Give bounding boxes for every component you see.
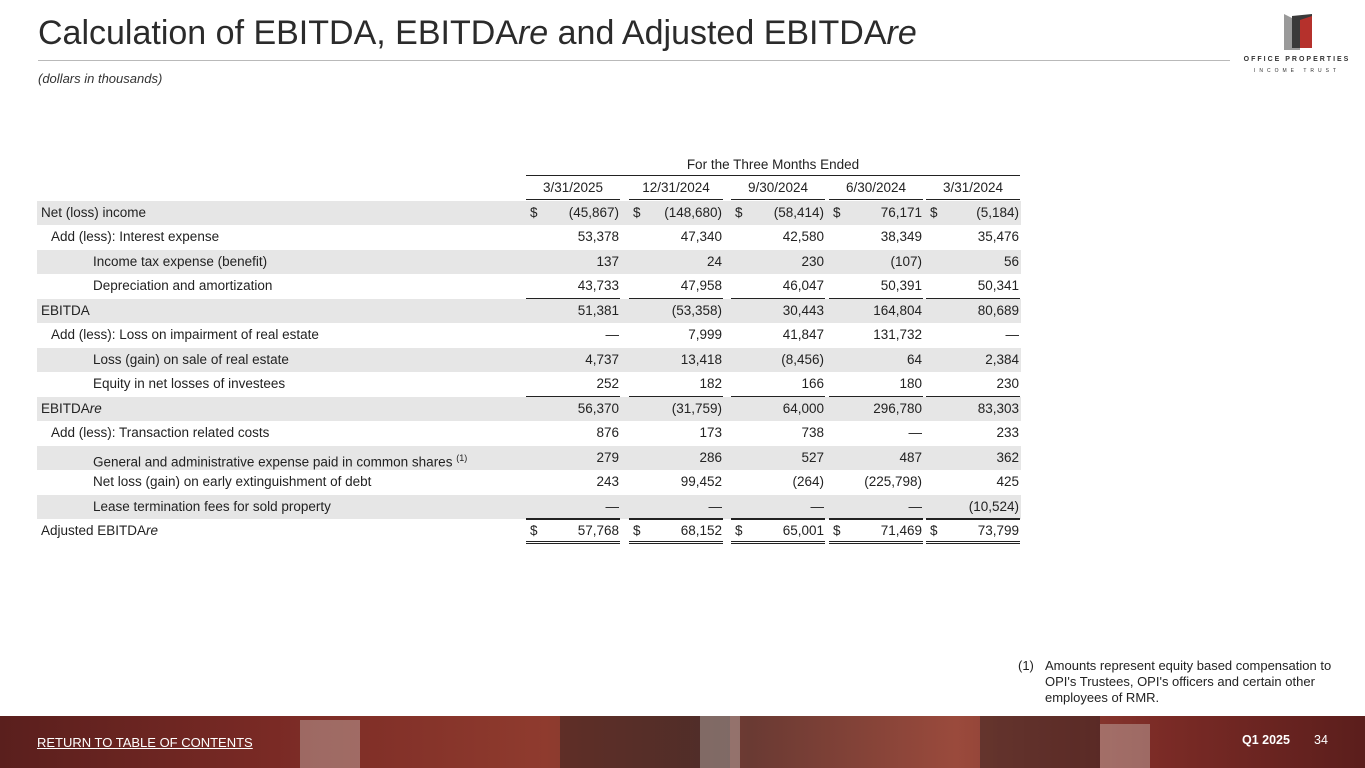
footnote-reference: (1) [456, 452, 468, 463]
table-row [37, 495, 1021, 520]
return-to-contents-link[interactable]: RETURN TO TABLE OF CONTENTS [37, 735, 253, 750]
currency-symbol: $ [833, 204, 841, 220]
period-header: For the Three Months Ended [686, 157, 860, 172]
banner-building-detail [700, 716, 740, 768]
row-label-text: Equity in net losses of investees [93, 376, 286, 391]
total-top-rule [526, 519, 620, 520]
table-cell: 243 [596, 474, 619, 489]
table-cell: (58,414) [773, 204, 824, 220]
row-label-text: Add (less): Loss on impairment of real estate [51, 327, 319, 342]
row-label [41, 299, 90, 324]
table-cell: 56 [1003, 253, 1019, 269]
total-double-underline [829, 541, 923, 544]
table-cell: (8,456) [781, 351, 824, 367]
table-cell: 38,349 [880, 229, 922, 244]
table-row [37, 225, 1021, 250]
table-cell: 50,341 [977, 278, 1019, 293]
table-row [37, 446, 1021, 471]
currency-symbol: $ [833, 523, 841, 538]
table-cell: 131,732 [873, 327, 922, 342]
row-label-text: Adjusted EBITDA [41, 523, 147, 538]
row-label-text: Add (less): Interest expense [51, 229, 220, 244]
table-cell: 57,768 [577, 523, 619, 538]
table-cell: (264) [792, 474, 824, 489]
table-cell: 56,370 [577, 400, 619, 416]
currency-symbol: $ [930, 523, 938, 538]
total-top-rule [629, 519, 723, 520]
table-cell: 47,958 [680, 278, 722, 293]
table-cell: 230 [801, 253, 824, 269]
table-cell: 230 [996, 376, 1019, 391]
currency-symbol: $ [735, 204, 743, 220]
table-row [37, 519, 1021, 544]
currency-symbol: $ [930, 204, 938, 220]
footnote-text: Amounts represent equity based compensation to OPI's Trustees, OPI's officers and certain other employees of RMR. [1045, 658, 1332, 705]
title-text: Calculation of EBITDA, EBITDA [38, 14, 518, 52]
row-label [93, 274, 272, 299]
logo-line-2: INCOME TRUST [1254, 68, 1340, 74]
row-label [41, 201, 146, 226]
units-note: (dollars in thousands) [38, 71, 163, 86]
title-italic-end: re [886, 14, 917, 52]
table-cell: — [810, 498, 824, 514]
row-label [51, 421, 269, 446]
table-cell: 233 [996, 425, 1019, 440]
row-label-text: Loss (gain) on sale of real estate [93, 351, 289, 367]
title-text-mid: and Adjusted EBITDA [548, 14, 887, 52]
row-label-text: Net loss (gain) on early extinguishment of debt [93, 474, 372, 489]
table-cell: 68,152 [680, 523, 722, 538]
table-cell: 180 [899, 376, 922, 391]
table-row [37, 372, 1021, 397]
table-cell: — [605, 498, 619, 514]
table-cell: 53,378 [577, 229, 619, 244]
total-double-underline [629, 541, 723, 544]
table-cell: 137 [596, 253, 619, 269]
table-row [37, 397, 1021, 422]
table-cell: 24 [706, 253, 722, 269]
table-row [37, 299, 1021, 324]
table-cell: (31,759) [671, 400, 722, 416]
table-cell: — [1005, 327, 1019, 342]
table-cell: (53,358) [671, 302, 722, 318]
title-divider [38, 60, 1230, 61]
ebitda-table [37, 176, 1021, 544]
table-row [37, 250, 1021, 275]
table-cell: 80,689 [977, 302, 1019, 318]
table-cell: 362 [996, 449, 1019, 465]
table-cell: 166 [801, 376, 824, 391]
row-label [41, 519, 158, 544]
quarter-label: Q1 2025 [1242, 733, 1290, 747]
table-cell: 41,847 [782, 327, 824, 342]
table-cell: (45,867) [568, 204, 619, 220]
table-cell: 527 [801, 449, 824, 465]
table-cell: — [605, 327, 619, 342]
banner-building-detail [1100, 724, 1150, 768]
row-label-text: Lease termination fees for sold property [93, 498, 331, 514]
column-header-row [37, 176, 1021, 201]
table-cell: — [908, 498, 922, 514]
table-cell: — [908, 425, 922, 440]
row-label-text: General and administrative expense paid in common shares [93, 454, 457, 469]
table-cell: 2,384 [985, 351, 1019, 367]
table-cell: 487 [899, 449, 922, 465]
table-cell: 296,780 [873, 400, 922, 416]
row-label [93, 372, 285, 397]
table-cell: 50,391 [880, 278, 922, 293]
table-cell: 42,580 [782, 229, 824, 244]
column-header: 6/30/2024 [845, 180, 907, 195]
table-cell: 99,452 [680, 474, 722, 489]
row-label-text: Income tax expense (benefit) [93, 253, 268, 269]
table-cell: 738 [801, 425, 824, 440]
total-top-rule [926, 519, 1020, 520]
row-label-italic: re [89, 400, 102, 416]
table-cell: 182 [699, 376, 722, 391]
table-cell: (107) [890, 253, 922, 269]
table-cell: 65,001 [782, 523, 824, 538]
table-cell: 13,418 [680, 351, 722, 367]
table-cell: 83,303 [977, 400, 1019, 416]
logo-mark-icon [1238, 12, 1356, 56]
row-label [93, 348, 289, 373]
column-header: 12/31/2024 [642, 180, 710, 195]
table-cell: 173 [699, 425, 722, 440]
table-cell: 252 [596, 376, 619, 391]
total-top-rule [829, 519, 923, 520]
column-header: 3/31/2024 [942, 180, 1004, 195]
table-cell: 279 [596, 449, 619, 465]
row-label-text: EBITDA [41, 302, 90, 318]
table-cell: 4,737 [585, 351, 619, 367]
table-cell: — [708, 498, 722, 514]
currency-symbol: $ [530, 204, 538, 220]
table-row [37, 470, 1021, 495]
table-cell: 64,000 [782, 400, 824, 416]
table-cell: (225,798) [864, 474, 922, 489]
table-cell: 7,999 [688, 327, 722, 342]
column-header: 3/31/2025 [542, 180, 604, 195]
total-double-underline [526, 541, 620, 544]
table-cell: (5,184) [976, 204, 1019, 220]
table-cell: 286 [699, 449, 722, 465]
table-body [37, 201, 1021, 544]
table-cell: 71,469 [880, 523, 922, 538]
table-row [37, 348, 1021, 373]
total-top-rule [731, 519, 825, 520]
row-label-text: Depreciation and amortization [93, 278, 273, 293]
table-cell: 64 [906, 351, 922, 367]
row-label [93, 250, 267, 275]
table-cell: 47,340 [680, 229, 722, 244]
row-label-text: Net (loss) income [41, 204, 147, 220]
company-logo [1238, 12, 1356, 78]
table-row [37, 201, 1021, 226]
footnote-number: (1) [1018, 658, 1034, 673]
banner-building-windows [980, 716, 1100, 768]
table-cell: 43,733 [577, 278, 619, 293]
row-label [51, 225, 219, 250]
row-label [93, 495, 331, 520]
column-header: 9/30/2024 [747, 180, 809, 195]
currency-symbol: $ [735, 523, 743, 538]
row-label-italic: re [146, 523, 159, 538]
table-cell: (148,680) [664, 204, 722, 220]
table-cell: 46,047 [782, 278, 824, 293]
table-cell: 73,799 [977, 523, 1019, 538]
table-row [37, 274, 1021, 299]
table-row [37, 421, 1021, 446]
table-cell: 425 [996, 474, 1019, 489]
currency-symbol: $ [633, 204, 641, 220]
row-label [51, 323, 319, 348]
table-cell: 30,443 [782, 302, 824, 318]
table-cell: 76,171 [880, 204, 922, 220]
title-italic: re [517, 14, 549, 52]
row-label [41, 397, 102, 422]
row-label-text: EBITDA [41, 400, 90, 416]
total-double-underline [731, 541, 825, 544]
page-number: 34 [1314, 733, 1328, 747]
table-cell: 35,476 [977, 229, 1019, 244]
page-title [38, 14, 917, 53]
table-cell: (10,524) [968, 498, 1019, 514]
currency-symbol: $ [530, 523, 538, 538]
currency-symbol: $ [633, 523, 641, 538]
total-double-underline [926, 541, 1020, 544]
table-cell: 164,804 [873, 302, 922, 318]
table-cell: 51,381 [577, 302, 619, 318]
table-row [37, 323, 1021, 348]
row-label [93, 470, 371, 495]
banner-building-detail [300, 720, 360, 768]
table-cell: 876 [596, 425, 619, 440]
row-label-text: Add (less): Transaction related costs [51, 425, 270, 440]
logo-line-1: OFFICE PROPERTIES [1243, 56, 1351, 63]
